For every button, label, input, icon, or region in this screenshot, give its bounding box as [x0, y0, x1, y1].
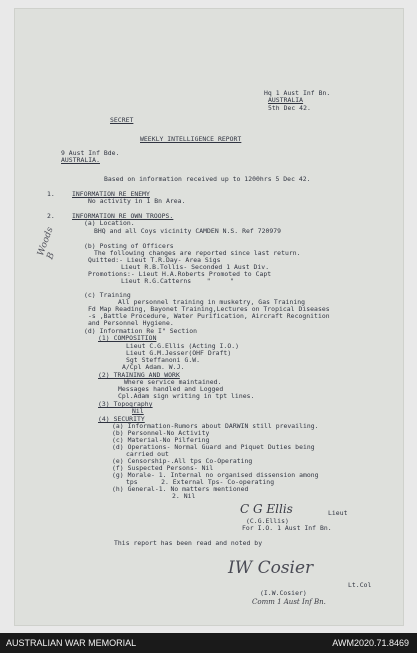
security-label: (4) SECURITY	[98, 415, 145, 423]
header-country: AUSTRALIA	[268, 96, 304, 104]
security-f: (f) Suspected Persons- Nil	[112, 464, 214, 472]
footer-institution: AUSTRALIAN WAR MEMORIAL	[6, 638, 137, 648]
training-label: (c) Training	[84, 291, 131, 299]
addressee-line-2: AUSTRALIA.	[61, 156, 100, 164]
composition-line-1: Lieut C.G.Ellis (Acting I.O.)	[126, 342, 240, 350]
signature-for-line: For I.O. 1 Aust Inf Bn.	[242, 524, 332, 532]
addressee-line-1: 9 Aust Inf Bde.	[61, 149, 120, 157]
security-g-line-1: (g) Morale- 1. Internal no organised dissension among	[112, 471, 319, 479]
training-work-line-3: Cpl.Adam sign writing in tpt lines.	[118, 392, 255, 400]
composition-label: (1) COMPOSITION	[98, 334, 157, 342]
noted-by-name: (I.W.Cosier)	[260, 589, 307, 597]
security-c: (c) Material-No Pilfering	[112, 436, 210, 444]
training-line-1: All personnel training in musketry, Gas Training	[118, 298, 306, 306]
header-unit: Hq 1 Aust Inf Bn.	[264, 89, 331, 97]
training-line-3: -s ,Battle Procedure, Water Purification, Aircraft Recognition	[88, 312, 330, 320]
section-1-text: No activity in 1 Bn Area.	[88, 197, 186, 205]
security-d-line-2: carried out	[126, 450, 169, 458]
section-2-number: 2.	[47, 212, 55, 220]
ellis-handwritten-signature: C G Ellis	[240, 502, 293, 516]
header-date: 5th Dec 42.	[268, 104, 311, 112]
classification: SECRET	[110, 116, 134, 124]
section-1-title: INFORMATION RE ENEMY	[72, 190, 150, 198]
noted-by-rank: Lt.Col	[348, 581, 372, 589]
composition-line-2: Lieut G.M.Jesser(OHF Draft)	[126, 349, 232, 357]
section-1-number: 1.	[47, 190, 55, 198]
training-work-line-2: Messages handled and Logged	[118, 385, 224, 393]
training-line-2: Fd Map Reading, Bayonet Training,Lectures on Tropical Diseases	[88, 305, 330, 313]
security-h-line-2: 2. Nil	[172, 492, 196, 500]
intro-text: Based on information received up to 1200hrs 5 Dec 42.	[104, 175, 311, 183]
handwritten-annotation: Comm 1 Aust Inf Bn.	[252, 598, 326, 606]
location-text: BHQ and all Coys vicinity CAMDEN N.S. Ref 720979	[94, 227, 282, 235]
location-label: (a) Location.	[84, 219, 135, 227]
archive-footer-bar	[0, 633, 417, 653]
document-page	[14, 8, 404, 626]
posting-line-2: Quitted:- Lieut T.R.Day- Area Sigs	[88, 256, 221, 264]
posting-line-4: Promotions:- Lieut H.A.Roberts Promoted to Capt	[88, 270, 272, 278]
training-line-4: and Personnel Hygiene.	[88, 319, 174, 327]
security-e: (e) Censorship-.All tps Co-Operating	[112, 457, 253, 465]
training-work-label: (2) TRAINING AND WORK	[98, 371, 180, 379]
margin-pencil-note: Woods B	[36, 225, 58, 261]
training-work-line-1: Where service maintained.	[124, 378, 222, 386]
posting-line-3: Lieut R.B.Tollis- Seconded 1 Aust Div.	[121, 263, 270, 271]
cosier-handwritten-signature: IW Cosier	[228, 558, 314, 578]
footer-accession-number: AWM2020.71.8469	[332, 638, 409, 648]
composition-line-4: A/Cpl Adam. W.J.	[122, 363, 185, 371]
security-d-line-1: (d) Operations- Normal Guard and Piquet Duties being	[112, 443, 315, 451]
posting-label: (b) Posting of Officers	[84, 242, 174, 250]
security-h-line-1: (h) General-1. No matters mentioned	[112, 485, 249, 493]
topography-text: Nil	[132, 407, 144, 415]
posting-line-1: The following changes are reported since last return.	[94, 249, 301, 257]
signature-name: (C.G.Ellis)	[246, 517, 289, 525]
composition-line-3: Sgt Steffanoni G.W.	[126, 356, 201, 364]
posting-line-5: Lieut R.G.Catterns " "	[121, 277, 235, 285]
security-b: (b) Personnel-No Activity	[112, 429, 210, 437]
security-g-line-2: tps 2. External Tps- Co-operating	[126, 478, 275, 486]
signature-rank: Lieut	[328, 509, 348, 517]
section-2-title: INFORMATION RE OWN TROOPS.	[72, 212, 174, 220]
info-section-label: (d) Information Re I" Section	[84, 327, 198, 335]
topography-label: (3) Topography	[98, 400, 153, 408]
noted-by-text: This report has been read and noted by	[114, 539, 263, 547]
report-title: WEEKLY INTELLIGENCE REPORT	[140, 135, 242, 143]
security-a: (a) Information-Rumors about DARWIN still prevailing.	[112, 422, 319, 430]
